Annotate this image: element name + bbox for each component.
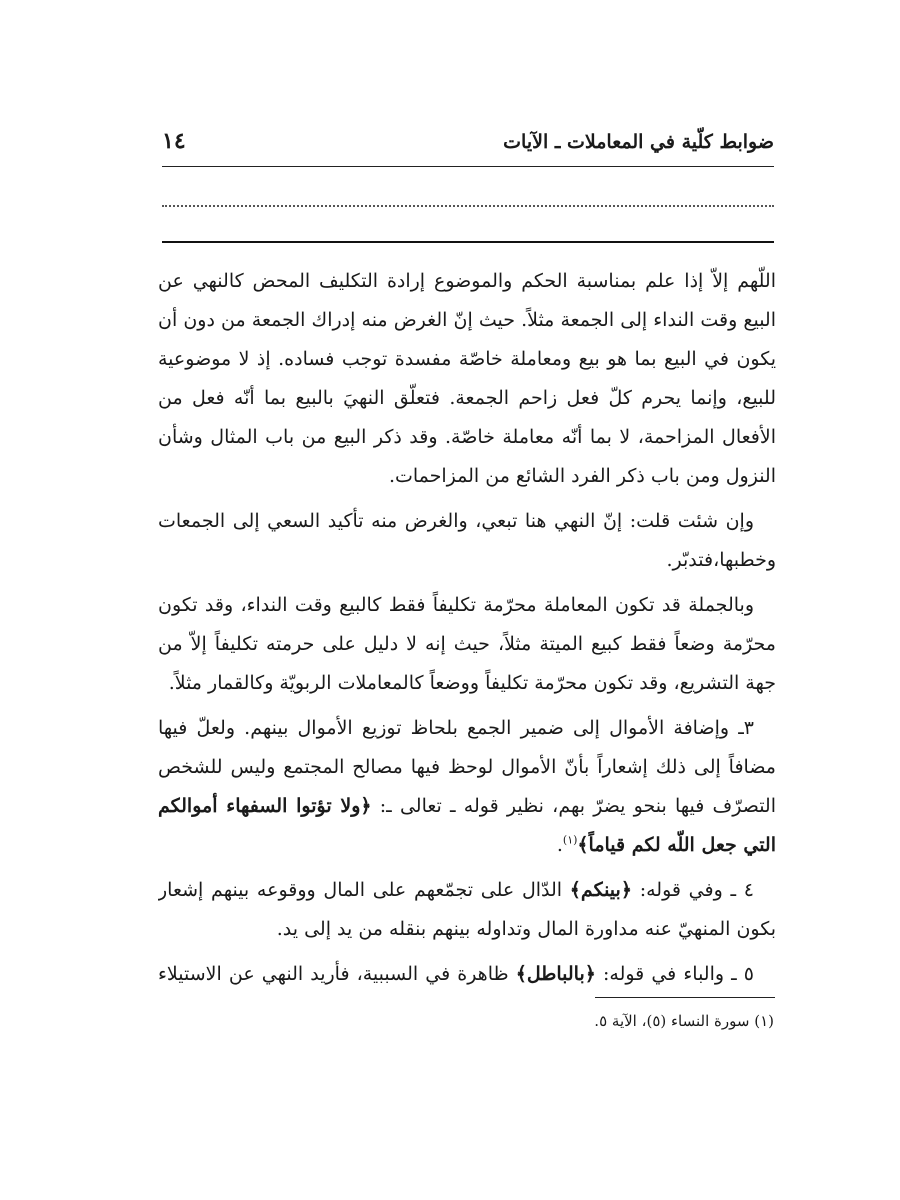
paragraph: [158, 955, 776, 990]
quran-verse: ﴿ولا تؤتوا السفهاء أموالكم التي جعل اللّه لكم قياماً﴾: [158, 795, 776, 856]
paragraph: [158, 262, 776, 496]
paragraph-text: الدّال على تجمّعهم على المال ووقوعه بينهم إشعار بكون المنهيّ عنه مداورة المال وتداوله بينهم بنقله من يد إلى يد.: [158, 879, 776, 940]
paragraph-text: ظاهرة في السببية، فأريد النهي عن الاستيلاء: [158, 963, 509, 985]
body-text: [158, 262, 776, 990]
footnote-reference[interactable]: (١): [562, 833, 578, 847]
paragraph: [158, 502, 776, 580]
paragraph-text: وإن شئت قلت: إنّ النهي هنا تبعي، والغرض منه تأكيد السعي إلى الجمعات وخطبها،فتدبّر.: [158, 510, 776, 571]
paragraph: [158, 871, 776, 949]
paragraph-text: وبالجملة قد تكون المعاملة محرّمة تكليفاً فقط كالبيع وقت النداء، وقد تكون محرّمة وضعاً فقط كبيع الميتة مثلاً، حيث إنه لا دليل على حرمته تكليفاً إلاّ من جهة التشريع، وقد تكون محرّمة تكليفاً ووضعاً كالمعاملات الربويّة وكالقمار مثلاً.: [158, 594, 776, 694]
paragraph: ٣ـ وإضافة الأموال إلى ضمير الجمع بلحاظ توزيع الأموال بينهم. ولعلّ فيها مضافاً إلى ذلك إشعاراً بأنّ الأموال لوحظ فيها مصالح المجتمع وليس للشخص التصرّف فيها بنحو يضرّ بهم، نظير قوله ـ تعالى ـ: ﴿ولا تؤتوا السفهاء أموالكم التي جعل اللّه لكم قياماً﴾$^{(١)}$.: [158, 717, 776, 856]
header-rule: [162, 166, 774, 167]
footnote: (١) سورة النساء (٥)، الآية ٥.: [594, 1012, 774, 1030]
header-title: ضوابط كلّية في المعاملات ـ الآيات: [503, 131, 774, 153]
section-rule: [162, 241, 774, 243]
paragraph-text: اللّهم إلاّ إذا علم بمناسبة الحكم والموضوع إرادة التكليف المحض كالنهي عن البيع وقت النداء إلى الجمعة مثلاً. حيث إنّ الغرض منه إدراك الجمعة من دون أن يكون في البيع بما هو بيع ومعاملة خاصّة مفسدة توجب فساده. إذ لا موضوعية للبيع، وإنما يحرم كلّ فعل زاحم الجمعة. فتعلّق النهيَ بالبيع بما أنّه فعل من الأفعال المزاحمة، لا بما أنّه معاملة خاصّة. وقد ذكر البيع من باب المثال وشأن النزول ومن باب ذكر الفرد الشائع من المزاحمات.: [158, 270, 776, 487]
footnote-rule: [595, 997, 775, 998]
paragraph-text: ٤ ـ وفي قوله:: [639, 879, 754, 901]
paragraph-text: ٥ ـ والباء في قوله:: [602, 963, 755, 985]
running-header: [162, 128, 774, 164]
paragraph: [158, 586, 776, 703]
quran-word: ﴿بينكم﴾: [569, 879, 632, 901]
paragraph-text: ٣ـ وإضافة الأموال إلى ضمير الجمع بلحاظ توزيع الأموال بينهم. ولعلّ فيها مضافاً إلى ذلك إشعاراً بأنّ الأموال لوحظ فيها مصالح المجتمع وليس للشخص التصرّف فيها بنحو يضرّ بهم، نظير قوله ـ تعالى ـ:: [158, 717, 776, 817]
dotted-divider: [162, 205, 774, 207]
quran-word: ﴿بالباطل﴾: [515, 963, 596, 985]
page-number: ١٤: [162, 128, 186, 154]
